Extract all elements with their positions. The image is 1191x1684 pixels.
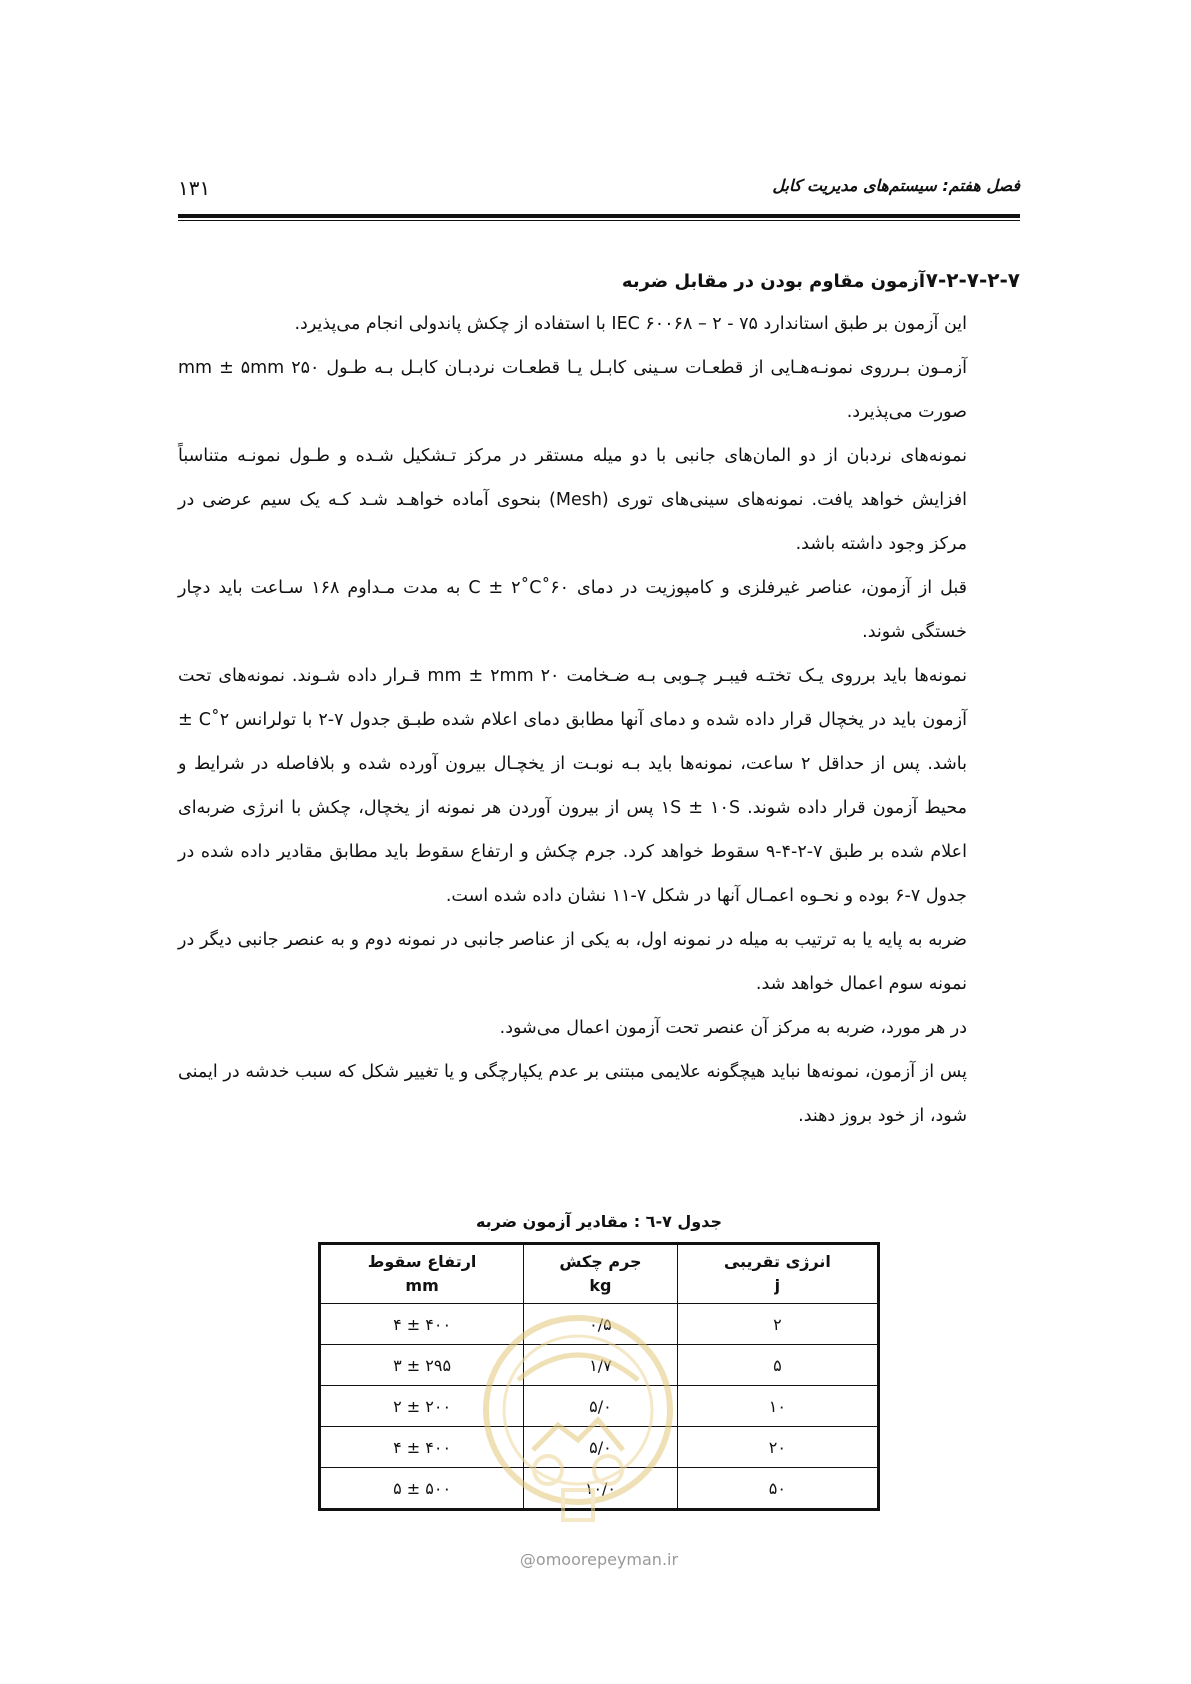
paragraph-2: آزمـون بـرروی نمونـه‌هـایی از قطعـات سـینی کابـل یـا قطعـات نردبـان کابـل بـه طـول ۲۵۰ mm ± ۵mm صورت می‌پذیرد. xyxy=(178,358,967,422)
paragraph-8: پس از آزمون، نمونه‌ها نباید هیچگونه علایمی مبتنی بر عدم یکپارچگی و یا تغییر شکل که سبب خدشه در ایمنی شود، از خود بروز دهند. xyxy=(178,1062,967,1126)
paragraph-7: در هر مورد، ضربه به مرکز آن عنصر تحت آزمون اعمال می‌شود. xyxy=(499,1018,967,1038)
header-height xyxy=(320,1244,524,1304)
paragraph-5: نمونه‌ها باید برروی یـک تختـه فیبـر چـوبی بـه ضـخامت ۲۰ mm ± ۲mm قـرار داده شـوند. نمونه‌های تحت آزمون باید در یخچال قرار داده شده و دمای آنها مطابق دمای اعلام شده طبـق جدول ۷-۲ با تولرانس ۲˚C ± باشد. پس از حداقل ۲ ساعت، نمونه‌ها باید بـه نوبـت از یخچـال بیرون آورده شده و بلافاصله در شرایط و محیط آزمون قرار داده شوند. ۱S ± ۱۰S پس از بیرون آوردن هر نمونه از یخچال، چکش با انرژی ضربه‌ای اعلام شده بر طبق ۷-۲-۴-۹ سقوط خواهد کرد. جرم چکش و ارتفاع سقوط باید مطابق مقادیر داده شده در جدول ۷-۶ بوده و نحـوه اعمـال آنها در شکل ۷-۱۱ نشان داده شده است. xyxy=(178,666,967,906)
table-row xyxy=(320,1427,879,1468)
watermark-site: @omoorepeyman.ir xyxy=(519,1550,679,1569)
section-title: آزمون مقاوم بودن در مقابل ضربه xyxy=(621,271,925,292)
main-content xyxy=(178,258,1020,1138)
cell-energy: ۲۰ xyxy=(677,1427,878,1468)
section-number: ۷-۲-۷-۲-۷ xyxy=(925,268,1020,292)
header-height-unit: mm xyxy=(405,1276,439,1295)
cell-height: ۲۰۰ ± ۲ xyxy=(320,1386,524,1427)
cell-height: ۴۰۰ ± ۴ xyxy=(320,1304,524,1345)
page-number: ۱۳۱ xyxy=(178,176,211,200)
cell-mass: ۰/۵ xyxy=(524,1304,678,1345)
header-height-label: ارتفاع سقوط xyxy=(367,1252,477,1271)
header-mass-unit: kg xyxy=(589,1276,612,1295)
impact-test-table xyxy=(318,1242,880,1504)
table-caption: جدول ۷-٦ : مقادیر آزمون ضربه xyxy=(475,1212,723,1231)
cell-energy: ۲ xyxy=(677,1304,878,1345)
header-rule-thick xyxy=(178,214,1020,218)
table-header-row xyxy=(320,1244,879,1304)
header-mass-label: جرم چکش xyxy=(559,1252,642,1271)
cell-height: ۵۰۰ ± ۵ xyxy=(320,1468,524,1510)
page-header xyxy=(178,176,1020,204)
cell-energy: ۵ xyxy=(677,1345,878,1386)
table-row xyxy=(320,1304,879,1345)
table-row xyxy=(320,1345,879,1386)
paragraph-1: این آزمون بر طبق استاندارد IEC ۶۰۰۶۸ – ۲ - ۷۵ با استفاده از چکش پاندولی انجام می‌پذیرد. xyxy=(294,314,967,334)
chapter-title: فصل هفتم: سیستم‌های مدیریت کابل xyxy=(772,176,1020,195)
paragraph-6: ضربه به پایه یا به ترتیب به میله در نمونه اول، به یکی از عناصر جانبی در نمونه دوم و به عنصر جانبی دیگر در نمونه سوم اعمال خواهد شد. xyxy=(178,930,967,994)
header-energy xyxy=(677,1244,878,1304)
cell-height: ۴۰۰ ± ۴ xyxy=(320,1427,524,1468)
cell-mass: ۱/۷ xyxy=(524,1345,678,1386)
cell-energy: ۱۰ xyxy=(677,1386,878,1427)
cell-mass: ۱۰/۰ xyxy=(524,1468,678,1510)
values-table xyxy=(318,1242,880,1511)
header-energy-label: انرژی تقریبی xyxy=(723,1252,831,1271)
cell-mass: ۵/۰ xyxy=(524,1427,678,1468)
paragraph-3: نمونه‌های نردبان از دو المان‌های جانبی با دو میله مستقر در مرکز تـشکیل شـده و طـول نمونـه متناسباً افزایش خواهد یافت. نمونه‌های سینی‌های توری (Mesh) بنحوی آماده خواهـد شـد کـه یک سیم عرضی در مرکز وجود داشته باشد. xyxy=(178,446,967,554)
header-energy-unit: j xyxy=(774,1276,781,1295)
cell-height: ۲۹۵ ± ۳ xyxy=(320,1345,524,1386)
section-heading xyxy=(178,258,1020,302)
cell-mass: ۵/۰ xyxy=(524,1386,678,1427)
table-row xyxy=(320,1386,879,1427)
table-row xyxy=(320,1468,879,1510)
header-rule-thin xyxy=(178,220,1020,221)
cell-energy: ۵۰ xyxy=(677,1468,878,1510)
header-mass xyxy=(524,1244,678,1304)
paragraph-4: قبل از آزمون، عناصر غیرفلزی و کامپوزیت در دمای ۶۰˚C ± ۲˚C به مدت مـداوم ۱۶۸ سـاعت باید دچار خستگی شوند. xyxy=(178,578,967,642)
